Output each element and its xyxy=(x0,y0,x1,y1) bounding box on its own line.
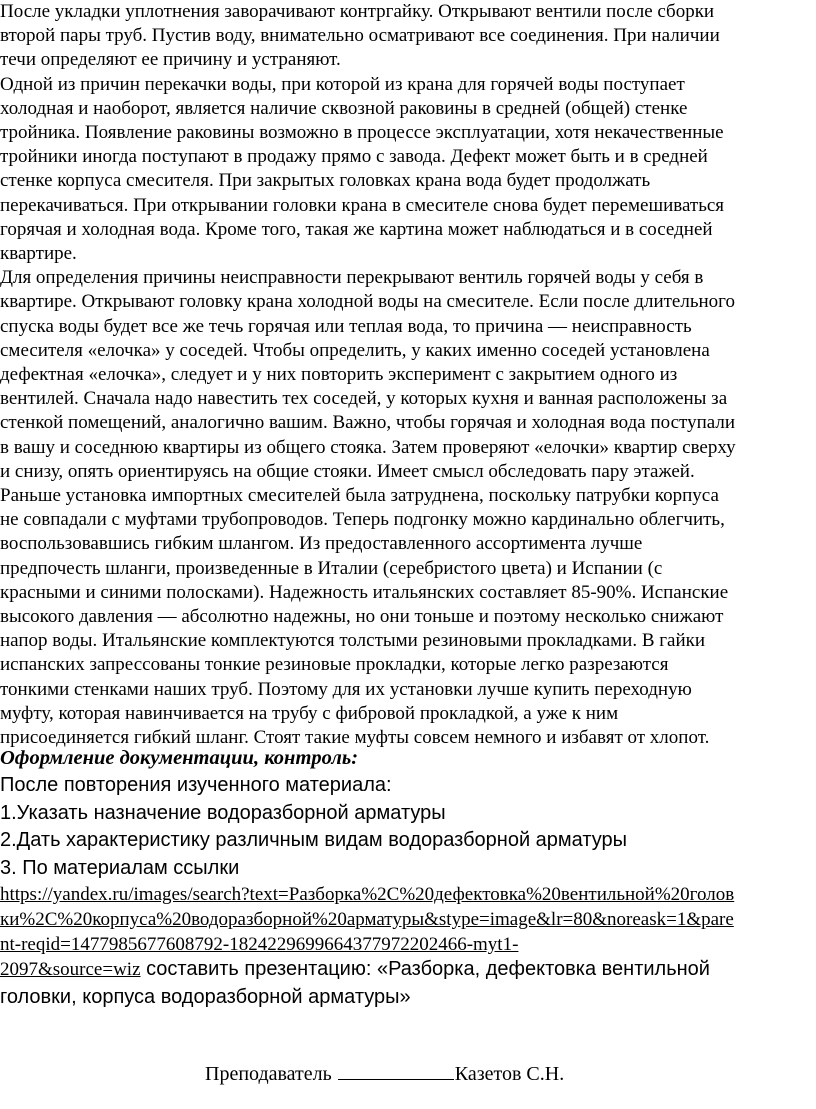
paragraph-water-crossflow xyxy=(0,73,816,267)
reference-link-part[interactable]: nt-reqid=1477985677608792-1824229699664377972202466-myt1- xyxy=(0,934,519,955)
link-line xyxy=(0,882,816,907)
text-line: квартире. Открывают головку крана холодной воды на смесителе. Если после длительного xyxy=(0,291,735,313)
text-line: высокого давления — абсолютно надежны, но они тоньше и поэтому несколько снижают xyxy=(0,606,724,628)
link-line xyxy=(0,907,816,932)
text-line: стенкой помещений, аналогично вашим. Важно, чтобы горячая и холодная вода поступали xyxy=(0,412,735,434)
text-line: Одной из причин перекачки воды, при которой из крана для горячей воды поступает xyxy=(0,73,685,95)
reference-link-part[interactable]: 2097&source=wiz xyxy=(0,959,141,980)
text-line: напор воды. Итальянские комплектуются толстыми резиновыми прокладками. В гайки xyxy=(0,630,706,652)
text-line: воспользовавшись гибким шлангом. Из предоставленного ассортимента лучше xyxy=(0,533,643,555)
task-item-2: 2.Дать характеристику различным видам водоразборной арматуры xyxy=(0,829,628,851)
paragraph-diagnosis xyxy=(0,266,816,750)
text-line: второй пары труб. Пустив воду, внимательно осматривают все соединения. При наличии xyxy=(0,25,720,47)
link-line xyxy=(0,932,816,957)
text-line: Раньше установка импортных смесителей была затруднена, поскольку патрубки корпуса xyxy=(0,485,719,507)
text-line: Для определения причины неисправности перекрывают вентиль горячей воды у себя в xyxy=(0,267,704,289)
text-line: перекачиваться. При открывании головки крана в смесителе снова будет перемешиваться xyxy=(0,194,725,216)
text-line: предпочесть шланги, произведенные в Италии (серебристого цвета) и Испании (с xyxy=(0,557,663,579)
text-line: тройники иногда поступают в продажу прямо с завода. Дефект может быть и в средней xyxy=(0,146,708,168)
text-line: После укладки уплотнения заворачивают контргайку. Открывают вентили после сборки xyxy=(0,1,715,22)
link-line xyxy=(0,957,816,982)
task-item-1: 1.Указать назначение водоразборной арматуры xyxy=(0,801,446,824)
section-heading: Оформление документации, контроль: xyxy=(0,747,359,769)
text-line: смесителя «елочка» у соседей. Чтобы определить, у каких именно соседей установлена xyxy=(0,339,710,361)
text-line: дефектная «елочка», следует и у них повторить эксперимент с закрытием одного из xyxy=(0,364,678,385)
text-line: течи определяют ее причину и устраняют. xyxy=(0,49,341,71)
text-line: красными и синими полосками). Надежность итальянских составляет 85-90%. Испанские xyxy=(0,581,729,603)
paragraph-assembly-check xyxy=(0,0,816,73)
text-line: присоединяется гибкий шланг. Стоят такие муфты совсем немного и избавят от хлопот. xyxy=(0,727,710,749)
text-line: тонкими стенками наших труб. Поэтому для их установки лучше купить переходную xyxy=(0,678,692,700)
task-item-3-continuation: составить презентацию: «Разборка, дефектовка вентильной xyxy=(140,958,710,980)
text-line: не совпадали с муфтами трубопроводов. Теперь подгонку можно кардинально облегчить, xyxy=(0,509,725,531)
task-item-3: 3. По материалам ссылки xyxy=(0,856,240,879)
text-line: вентилей. Сначала надо навестить тех соседей, у которых кухня и ванная расположены за xyxy=(0,388,728,410)
text-line: муфту, которая навинчивается на трубу с фибровой прокладкой, а уже к ним xyxy=(0,702,619,724)
text-line: спуска воды будет все же течь горячая или теплая вода, то причина — неисправность xyxy=(0,315,692,337)
text-line: в вашу и соседнюю квартиры из общего стояка. Затем проверяют «елочки» квартир сверху xyxy=(0,436,736,458)
task-intro: После повторения изученного материала: xyxy=(0,774,392,796)
task-item-3-last-line: головки, корпуса водоразборной арматуры» xyxy=(0,986,411,1008)
reference-link-part[interactable]: https://yandex.ru/images/search?text=Разборка%2C%20дефектовка%20вентильной%20голов xyxy=(0,884,735,905)
text-line: квартире. xyxy=(0,243,77,265)
text-line: горячая и холодная вода. Кроме того, такая же картина может наблюдаться и в соседней xyxy=(0,218,713,240)
text-line: испанских запрессованы тонкие резиновые прокладки, которые легко разрезаются xyxy=(0,654,669,676)
text-line: холодная и наоборот, является наличие сквозной раковины в средней (общей) стенке xyxy=(0,97,688,119)
signature-line xyxy=(205,1061,564,1087)
reference-link-part[interactable]: ки%2C%20корпуса%20водоразборной%20арматуры&stype=image&lr=80&noreask=1&pare xyxy=(0,909,734,930)
signature-blank xyxy=(338,1061,454,1080)
text-line: тройника. Появление раковины возможно в процессе эксплуатации, хотя некачественные xyxy=(0,122,724,143)
text-line: и снизу, опять ориентируясь на общие стояки. Имеет смысл обследовать пару этажей. xyxy=(0,460,695,482)
teacher-role: Преподаватель xyxy=(205,1063,332,1085)
teacher-name: Казетов С.Н. xyxy=(454,1063,565,1085)
text-line: стенке корпуса смесителя. При закрытых головках крана вода будет продолжать xyxy=(0,170,651,192)
